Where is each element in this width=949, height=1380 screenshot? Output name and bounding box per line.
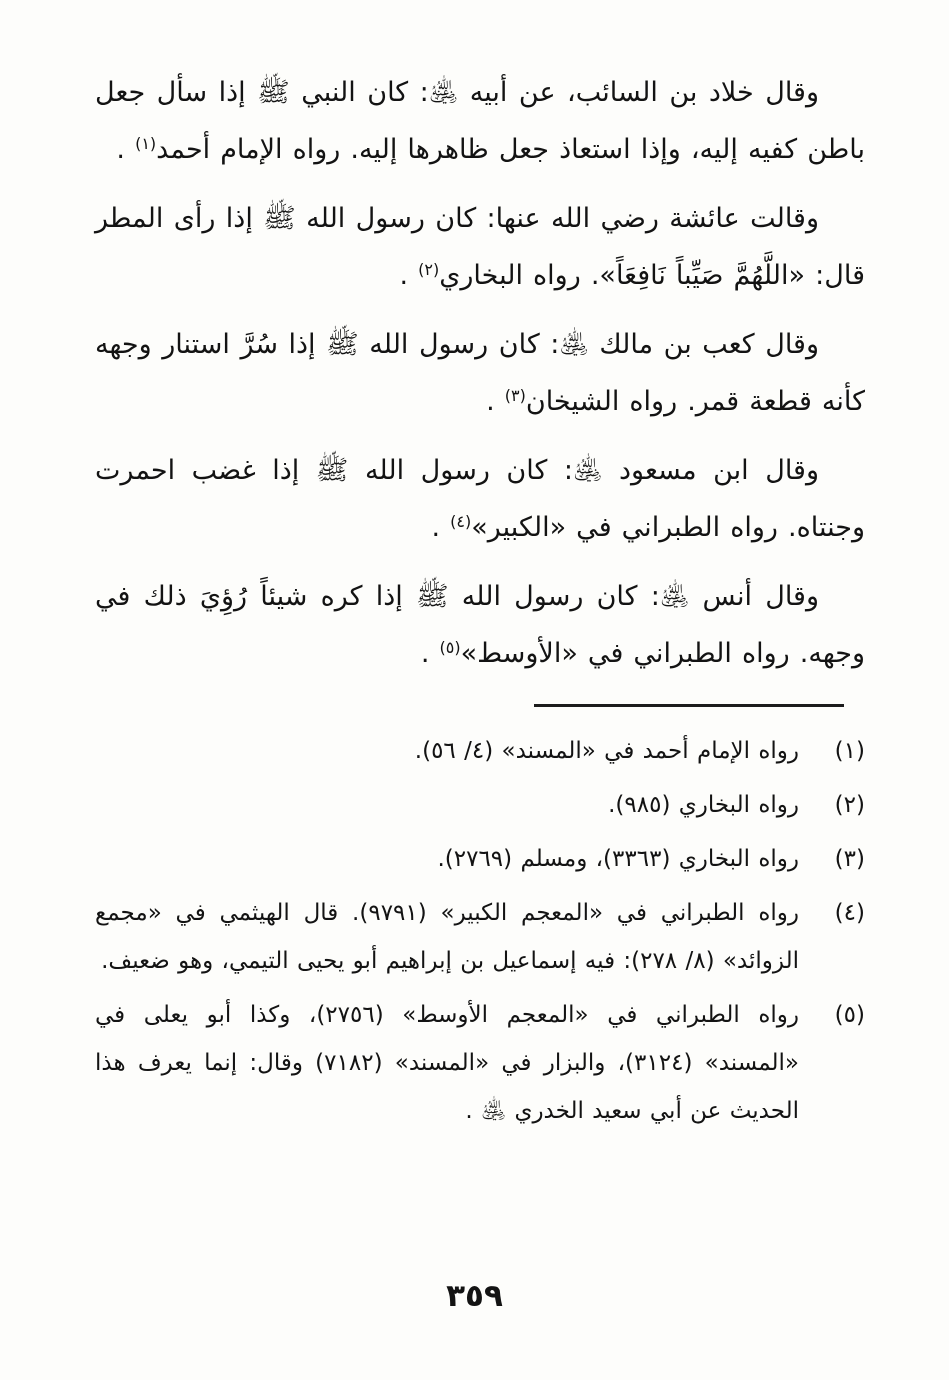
footnote-item — [95, 835, 865, 883]
paragraph-text: وقال خلاد بن السائب، عن أبيه ﵁: كان النبي ﷺ إذا سأل جعل باطن كفيه إليه، وإذا استعاذ جعل ظاهرها إليه. رواه الإمام أحمد — [95, 77, 865, 165]
footnote-number: (٢) — [834, 792, 865, 818]
footnote-text: رواه الإمام أحمد في «المسند» (٤/ ٥٦). — [414, 738, 799, 764]
footnote-ref: (١) — [135, 134, 157, 153]
paragraph-text: وقال ابن مسعود ﵁: كان رسول الله ﷺ إذا غضب احمرت وجنتاه. رواه الطبراني في «الكبير» — [95, 455, 865, 543]
hadith-paragraph — [95, 316, 865, 430]
footnote-ref: (٢) — [418, 260, 440, 279]
footnote-item — [95, 991, 865, 1135]
paragraph-tail: . — [420, 638, 440, 669]
footnote-text: رواه الطبراني في «المعجم الكبير» (٩٧٩١). قال الهيثمي في «مجمع الزوائد» (٨/ ٢٧٨): فيه إسماعيل بن إبراهيم أبو يحيى التيمي، وهو ضعيف. — [95, 900, 799, 974]
footnote-item — [95, 727, 865, 775]
paragraph-tail: . — [116, 134, 136, 165]
hadith-text-block — [0, 0, 949, 682]
hadith-paragraph — [95, 568, 865, 682]
paragraph-text: وقال كعب بن مالك ﵁: كان رسول الله ﷺ إذا سُرَّ استنار وجهه كأنه قطعة قمر. رواه الشيخان — [95, 329, 865, 417]
hadith-paragraph — [95, 442, 865, 556]
footnote-text: رواه البخاري (٣٣٦٣)، ومسلم (٢٧٦٩). — [437, 846, 799, 872]
paragraph-tail: . — [399, 260, 419, 291]
footnotes-block — [0, 727, 949, 1135]
footnote-number: (٥) — [834, 1002, 865, 1028]
hadith-paragraph — [95, 190, 865, 304]
paragraph-text: وقال أنس ﵁: كان رسول الله ﷺ إذا كره شيئاً رُؤِيَ ذلك في وجهه. رواه الطبراني في «الأوسط» — [95, 581, 865, 669]
footnote-number: (٤) — [834, 900, 865, 926]
footnote-item — [95, 889, 865, 985]
hadith-paragraph — [95, 64, 865, 178]
footnote-text: رواه الطبراني في «المعجم الأوسط» (٢٧٥٦)، وكذا أبو يعلى في «المسند» (٣١٢٤)، والبزار في «المسند» (٧١٨٢) وقال: إنما يعرف هذا الحديث عن أبي سعيد الخدري ﵁ . — [95, 1002, 800, 1124]
footnote-ref: (٤) — [450, 512, 472, 531]
footnote-ref: (٣) — [504, 386, 526, 405]
page-number: ٣٥٩ — [446, 1278, 503, 1314]
paragraph-tail: . — [486, 386, 505, 417]
footnote-number: (١) — [834, 738, 865, 764]
footnote-separator — [534, 704, 844, 707]
footnote-number: (٣) — [834, 846, 865, 872]
footnote-item — [95, 781, 865, 829]
paragraph-tail: . — [431, 512, 451, 543]
paragraph-text: وقالت عائشة رضي الله عنها: كان رسول الله ﷺ إذا رأى المطر قال: «اللَّهُمَّ صَيِّباً نَافِعَاً». رواه البخاري — [95, 203, 865, 291]
footnote-text: رواه البخاري (٩٨٥). — [608, 792, 799, 818]
footnote-ref: (٥) — [439, 638, 461, 657]
